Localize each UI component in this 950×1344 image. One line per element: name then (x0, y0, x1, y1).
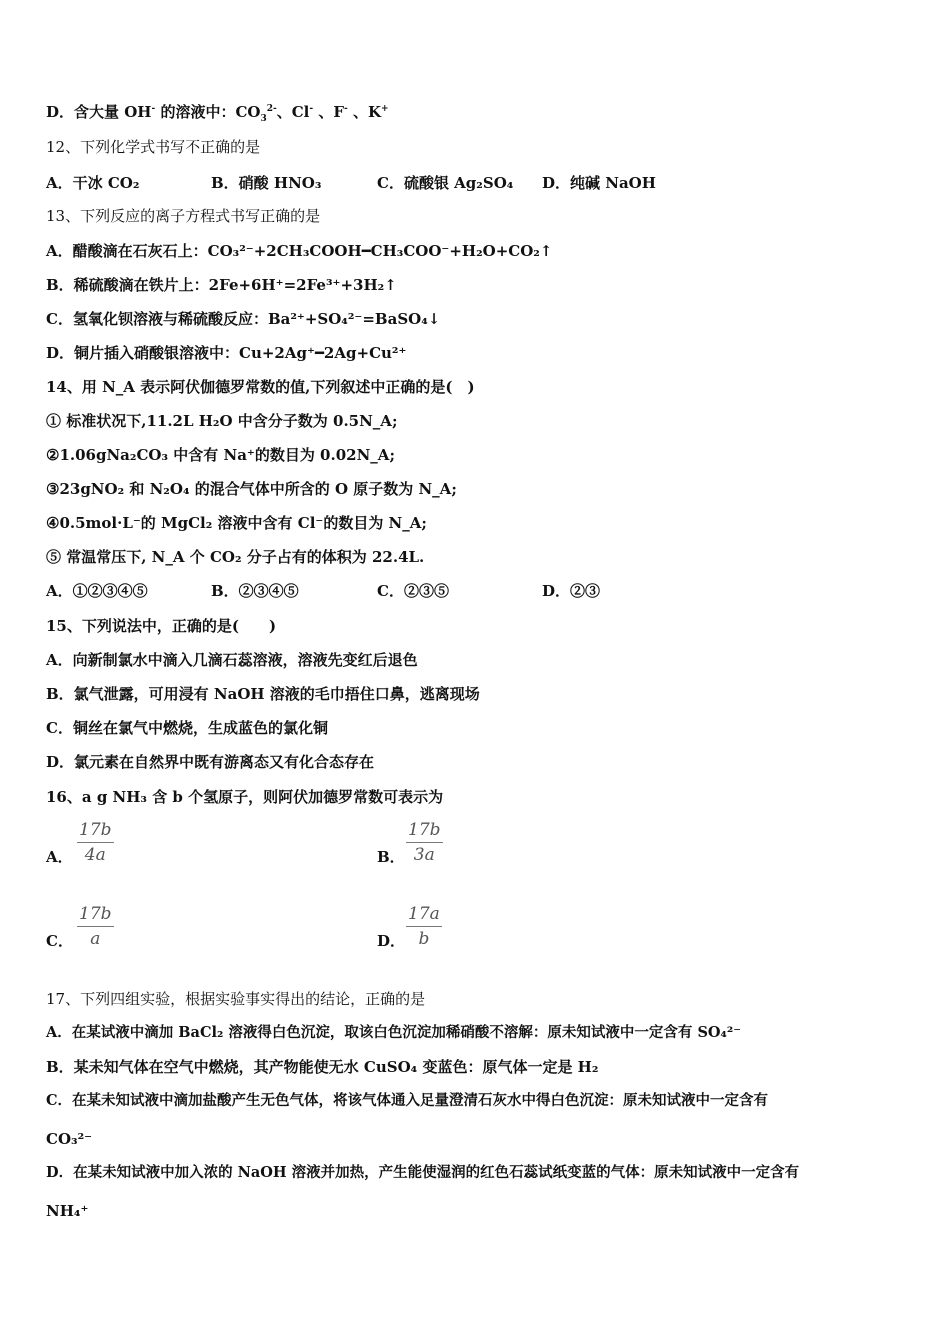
q12-option-a: A．干冰 CO₂ (46, 174, 140, 192)
q11-d-text-4: 、F (313, 103, 344, 121)
q13-option-d: D．铜片插入硝酸银溶液中：Cu+2Ag⁺━2Ag+Cu²⁺ (46, 344, 407, 362)
q14-stem: 14、用 N_A 表示阿伏伽德罗常数的值,下列叙述中正确的是( ) (46, 378, 475, 396)
q16-option-d-fraction (406, 904, 442, 949)
q15-option-d: D．氯元素在自然界中既有游离态又有化合态存在 (46, 753, 375, 771)
q11-d-text-3: 、Cl (276, 103, 310, 121)
q16-option-c-fraction (77, 904, 114, 949)
q14-options (46, 580, 910, 602)
q11-d-sub-1: 3 (260, 114, 267, 124)
q12-stem: 12、下列化学式书写不正确的是 (46, 138, 261, 156)
q15-option-a: A．向新制氯水中滴入几滴石蕊溶液，溶液先变红后退色 (46, 651, 418, 669)
q16-option-b-label: B． (377, 848, 405, 866)
q14-option-c: C．②③⑤ (377, 582, 449, 600)
q16-c-numerator: 17b (77, 904, 114, 927)
q17-option-c-line1: C．在某未知试液中滴加盐酸产生无色气体，将该气体通入足量澄清石灰水中得白色沉淀：原未知试液中一定含有 (46, 1092, 769, 1109)
q14-statement-5: ⑤ 常温常压下, N_A 个 CO₂ 分子占有的体积为 22.4L. (46, 548, 425, 566)
q16-option-a-fraction (77, 820, 114, 865)
q17-option-a: A．在某试液中滴加 BaCl₂ 溶液得白色沉淀，取该白色沉淀加稀硝酸不溶解：原未知试液中一定含有 SO₄²⁻ (46, 1024, 741, 1041)
q17-stem: 17、下列四组实验，根据实验事实得出的结论，正确的是 (46, 990, 426, 1008)
q14-statement-4: ④0.5mol·L⁻的 MgCl₂ 溶液中含有 Cl⁻的数目为 N_A; (46, 514, 427, 532)
q12-option-b: B．硝酸 HNO₃ (211, 174, 322, 192)
q16-b-denominator: 3a (413, 845, 435, 865)
q11-d-sup-4: - (344, 104, 348, 114)
q15-stem: 15、下列说法中，正确的是( ) (46, 617, 277, 635)
q16-d-numerator: 17a (406, 904, 442, 927)
q16-option-a-label: A． (46, 848, 73, 866)
q17-option-b: B．某未知气体在空气中燃烧，其产物能使无水 CuSO₄ 变蓝色：原气体一定是 H₂ (46, 1058, 599, 1076)
q11-d-sup-3: - (309, 104, 314, 114)
q11-d-text-2: 的溶液中：CO (155, 103, 261, 121)
q14-statement-3: ③23gNO₂ 和 N₂O₄ 的混合气体中所含的 O 原子数为 N_A; (46, 480, 457, 498)
q14-option-b: B．②③④⑤ (211, 582, 299, 600)
q14-option-a: A．①②③④⑤ (46, 582, 148, 600)
q16-c-denominator: a (90, 929, 101, 949)
q16-option-c-label: C． (46, 932, 73, 950)
q11-d-sup-5: + (381, 104, 389, 114)
q16-option-d-label: D． (377, 932, 406, 950)
q13-option-b: B．稀硫酸滴在铁片上：2Fe+6H⁺=2Fe³⁺+3H₂↑ (46, 276, 397, 294)
q14-option-d: D．②③ (542, 582, 601, 600)
q11-d-text-1: D．含大量 OH (46, 103, 152, 121)
q13-stem: 13、下列反应的离子方程式书写正确的是 (46, 207, 321, 225)
q16-option-b-fraction (406, 820, 443, 865)
q15-option-b: B．氯气泄露，可用浸有 NaOH 溶液的毛巾捂住口鼻，逃离现场 (46, 685, 480, 703)
q12-option-d: D．纯碱 NaOH (542, 174, 656, 192)
q17-option-c-line2: CO₃²⁻ (46, 1130, 93, 1148)
q11-d-sup-2: 2- (266, 104, 277, 114)
q14-statement-1: ① 标准状况下,11.2L H₂O 中含分子数为 0.5N_A; (46, 412, 398, 430)
q13-option-a: A．醋酸滴在石灰石上：CO₃²⁻+2CH₃COOH━CH₃COO⁻+H₂O+CO₂↑ (46, 242, 553, 260)
q13-option-c: C．氢氧化钡溶液与稀硫酸反应：Ba²⁺+SO₄²⁻=BaSO₄↓ (46, 310, 441, 328)
q12-option-c: C．硫酸银 Ag₂SO₄ (377, 174, 514, 192)
q16-d-denominator: b (418, 929, 430, 949)
q12-options (46, 172, 910, 194)
q11-d-sup-1: - (151, 104, 156, 114)
q17-option-d-line1: D．在某未知试液中加入浓的 NaOH 溶液并加热，产生能使湿润的红色石蕊试纸变蓝的气体：原未知试液中一定含有 (46, 1164, 800, 1181)
q11-d-text-5: 、K (347, 103, 382, 121)
q16-a-denominator: 4a (84, 845, 106, 865)
q16-stem: 16、a g NH₃ 含 b 个氢原子，则阿伏加德罗常数可表示为 (46, 788, 444, 806)
q16-a-numerator: 17b (77, 820, 114, 843)
q14-statement-2: ②1.06gNa₂CO₃ 中含有 Na⁺的数目为 0.02N_A; (46, 446, 395, 464)
q17-option-d-line2: NH₄⁺ (46, 1202, 89, 1220)
q16-b-numerator: 17b (406, 820, 443, 843)
q15-option-c: C．铜丝在氯气中燃烧，生成蓝色的氯化铜 (46, 719, 328, 737)
q11-option-d (46, 101, 910, 123)
